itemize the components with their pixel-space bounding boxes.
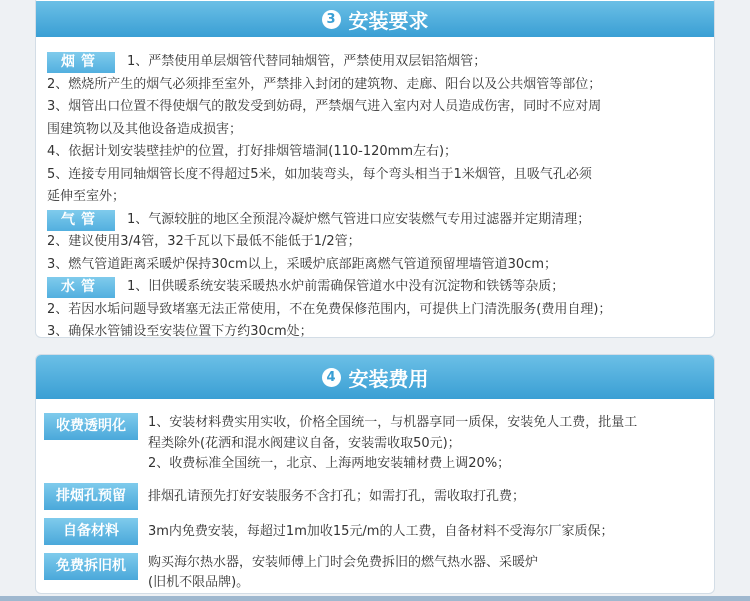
gas-pipe-text-1: 1、气源较脏的地区全预混冷凝炉燃气管进口应安装燃气专用过滤器并定期清理；: [127, 211, 591, 227]
fee-tag-transparent: 收费透明化: [44, 413, 138, 440]
flue-pipe-text-1: 1、严禁使用单层烟管代替同轴烟管，严禁使用双层铝箔烟管；: [127, 54, 487, 69]
install-fees-title: 安装费用: [348, 366, 429, 391]
install-requirements-body: [36, 37, 714, 338]
fee-text-line: 程类除外(花洒和混水阀建议自备，安装需收取50元)；: [148, 435, 461, 451]
install-requirements-title: 安装要求: [348, 8, 429, 33]
fee-tag-flue-hole: 排烟孔预留: [44, 483, 138, 510]
bottom-divider: [0, 596, 750, 601]
install-fees-header: [36, 355, 714, 399]
fee-text-transparent: [148, 413, 714, 475]
section-number-badge: 4: [322, 368, 341, 387]
install-requirements-header: [36, 1, 714, 37]
flue-pipe-tag: 烟管: [47, 52, 115, 73]
flue-pipe-line-5: 4、依据计划安装壁挂炉的位置，打好排烟管墙洞(110-120mm左右)；: [47, 144, 458, 159]
flue-pipe-line-1: [47, 51, 714, 74]
fee-row-transparent: [44, 413, 714, 475]
section-number-badge: 3: [322, 10, 341, 29]
fee-text-line: 3m内免费安装，每超过1m加收15元/m的人工费，自备材料不受海尔厂家质保；: [148, 523, 614, 539]
water-pipe-tag: 水管: [47, 277, 115, 298]
gas-pipe-line-2: 2、建议使用3/4管，32千瓦以下最低不能低于1/2管；: [47, 234, 361, 249]
fee-text-line: 1、安装材料费实用实收，价格全国统一，与机器享同一质保，安装免人工费，批量工: [148, 415, 638, 430]
fee-text-old-removal: [148, 553, 714, 594]
gas-pipe-line-3: 3、燃气管道距离采暖炉保持30cm以上，采暖炉底部距离燃气管道预留埋墙管道30cm；: [47, 256, 557, 272]
water-pipe-text-1: 1、旧供暖系统安装采暖热水炉前需确保管道水中没有沉淀物和铁锈等杂质；: [127, 279, 565, 294]
flue-pipe-line-6: 5、连接专用同轴烟管长度不得超过5米，如加装弯头，每个弯头相当于1米烟管，且吸气孔必须: [47, 166, 592, 182]
fee-text-line: 2、收费标准全国统一，北京、上海两地安装辅材费上调20%；: [148, 456, 511, 471]
flue-pipe-line-4: 围建筑物以及其他设备造成损害；: [47, 121, 243, 137]
flue-pipe-line-2: 2、燃烧所产生的烟气必须排至室外，严禁排入封闭的建筑物、走廊、阳台以及公共烟管等部位；: [47, 76, 602, 92]
water-pipe-line-3: 3、确保水管铺设至安装位置下方约30cm处；: [47, 324, 313, 338]
fee-row-own-materials: [44, 518, 714, 545]
fee-text-flue-hole: [148, 483, 714, 510]
install-fees-body: [36, 399, 714, 594]
fee-tag-own-materials: 自备材料: [44, 518, 138, 545]
water-pipe-line-2: 2、若因水垢问题导致堵塞无法正常使用，不在免费保修范围内，可提供上门清洗服务(费用自理)；: [47, 301, 612, 317]
fee-text-line: 排烟孔请预先打好安装服务不含打孔；如需打孔，需收取打孔费；: [148, 488, 526, 504]
fee-row-old-removal: [44, 553, 714, 594]
fee-row-flue-hole: [44, 483, 714, 510]
flue-pipe-line-7: 延伸至室外；: [47, 189, 126, 204]
fee-text-line: 购买海尔热水器，安装师傅上门时会免费拆旧的燃气热水器、采暖炉: [148, 554, 539, 570]
install-fees-panel: [35, 354, 715, 594]
flue-pipe-line-3: 3、烟管出口位置不得使烟气的散发受到妨碍，严禁烟气进入室内对人员造成伤害，同时不应对周: [47, 99, 602, 114]
gas-pipe-line-1: [47, 209, 714, 232]
gas-pipe-tag: 气管: [47, 210, 115, 231]
fee-text-own-materials: [148, 518, 714, 545]
install-requirements-panel: [35, 0, 715, 338]
fee-text-line: (旧机不限品牌)。: [148, 575, 250, 590]
water-pipe-line-1: [47, 276, 714, 299]
fee-tag-old-removal: 免费拆旧机: [44, 553, 138, 580]
